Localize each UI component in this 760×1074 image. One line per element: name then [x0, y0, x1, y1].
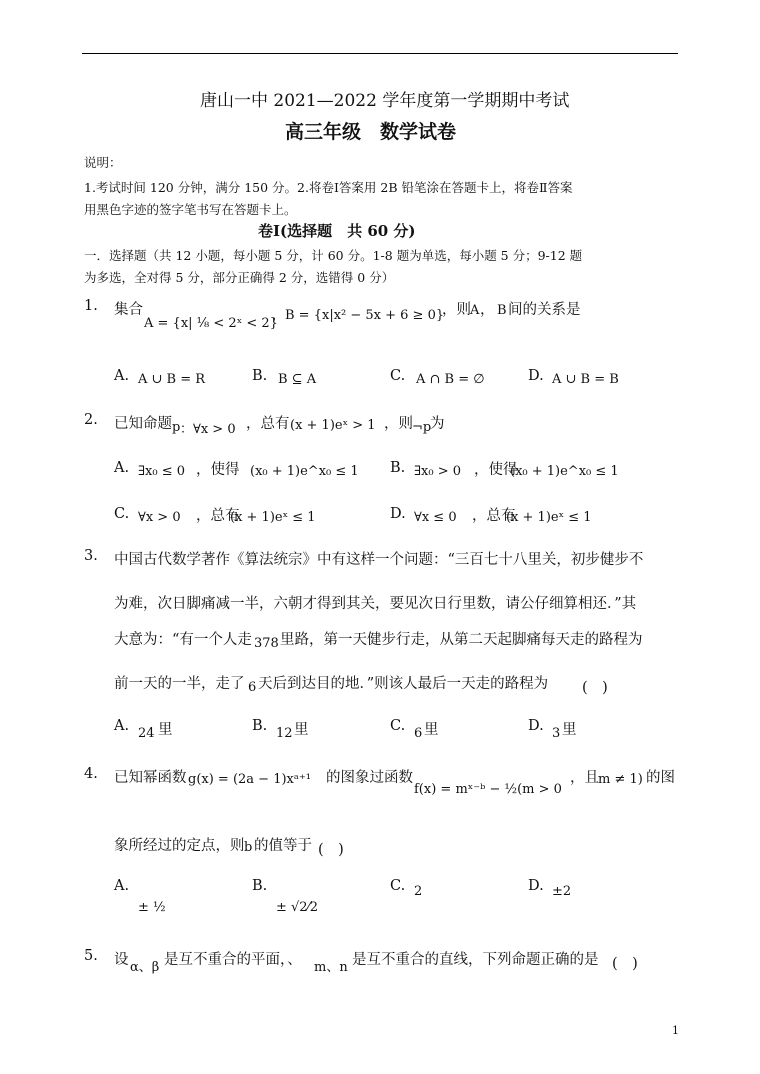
question-text: 集合 [114, 302, 143, 318]
section-instruction-2: 为多选，全对得 5 分，部分正确得 2 分，选错得 0 分） [84, 270, 395, 285]
math-expression: α、β [130, 960, 160, 975]
math-var: B [497, 303, 507, 318]
option-text: 里 [294, 722, 309, 738]
option-expression: (x₀ + 1)e^x₀ ≤ 1 [250, 464, 359, 479]
option-label[interactable]: C. [114, 506, 130, 522]
option-expression: (x + 1)eˣ ≤ 1 [230, 510, 316, 525]
option-label[interactable]: B. [252, 718, 268, 734]
option-expression: 3 [552, 726, 561, 741]
option-label[interactable]: C. [390, 718, 406, 734]
option-expression: A ∩ B = ∅ [416, 372, 485, 387]
question-text: 天后到达目的地．”则该人最后一天走的路程为 [258, 676, 549, 692]
option-label[interactable]: D. [528, 878, 544, 894]
answer-paren: ( ) [582, 680, 608, 696]
question-text: ，则 [384, 416, 413, 432]
option-expression: ∀x > 0 [138, 510, 181, 525]
question-number: 4. [84, 766, 98, 782]
option-label[interactable]: B. [252, 878, 268, 894]
exam-subtitle: 高三年级 数学试卷 [285, 121, 457, 143]
question-text: 象所经过的定点，则 [114, 838, 245, 854]
option-label[interactable]: B. [390, 460, 406, 476]
option-text: 里 [424, 722, 439, 738]
math-expression: f(x) = mˣ⁻ᵇ − ½(m > 0 [414, 782, 562, 797]
question-text: 设 [114, 952, 129, 968]
question-text: 里路，第一天健步行走，从第二天起脚痛每天走的路程为 [280, 632, 643, 648]
question-text: 为 [430, 416, 445, 432]
math-var: A [470, 303, 480, 318]
question-text: 为难，次日脚痛减一半，六朝才得到其关，要见次日行里数，请公仔细算相还．”其 [114, 596, 637, 612]
math-var: ¬p [412, 420, 432, 435]
option-text: 里 [158, 722, 173, 738]
option-expression: 24 [138, 726, 155, 741]
question-number: 1. [84, 298, 98, 314]
question-text: ，则 [442, 302, 471, 318]
question-text: ， [480, 302, 495, 318]
question-number: 3. [84, 548, 98, 564]
page-number: 1 [672, 1024, 679, 1037]
set-b-expression: ，B = {x|x² − 5x + 6 ≥ 0} [272, 308, 445, 323]
question-text: 的图象过函数 [326, 770, 413, 786]
option-label[interactable]: A. [114, 368, 130, 384]
option-text: 里 [562, 722, 577, 738]
question-text: 前一天的一半，走了 [114, 676, 245, 692]
question-text: 中国古代数学著作《算法统宗》中有这样一个问题：“三百七十八里关，初步健步不 [114, 552, 644, 568]
option-label[interactable]: A. [114, 878, 130, 894]
question-text: 大意为：“有一个人走 [114, 632, 252, 648]
option-expression: B ⊆ A [278, 372, 317, 387]
option-expression: 2 [414, 884, 423, 899]
option-expression: ± √2⁄2 [276, 900, 319, 915]
math-expression: m ≠ 1) [598, 772, 643, 787]
math-number: 6 [248, 680, 257, 695]
option-text: ，总有 [472, 508, 516, 524]
section-title: 卷Ⅰ(选择题 共 60 分) [258, 222, 416, 240]
option-expression: ∃x₀ > 0 [414, 464, 462, 479]
option-text: ，总有 [196, 508, 240, 524]
math-expression: (x + 1)eˣ > 1 [290, 418, 376, 433]
math-expression: m、n [314, 960, 348, 975]
math-expression: g(x) = (2a − 1)xᵃ⁺¹ [188, 772, 311, 787]
option-expression: (x₀ + 1)e^x₀ ≤ 1 [510, 464, 619, 479]
option-label[interactable]: D. [528, 368, 544, 384]
question-text: 间的关系是 [508, 302, 581, 318]
notes-line-2: 用黑色字迹的签字笔书写在答题卡上。 [84, 202, 297, 217]
notes-label: 说明： [84, 155, 122, 170]
option-expression: 12 [276, 726, 293, 741]
question-text: 的图 [646, 770, 675, 786]
option-expression: ∀x ≤ 0 [414, 510, 457, 525]
question-text: ，且 [570, 770, 599, 786]
answer-paren: ( ) [612, 956, 638, 972]
option-expression: ∃x₀ ≤ 0 [138, 464, 186, 479]
option-expression: A ∪ B = R [138, 372, 206, 387]
option-label[interactable]: A. [114, 460, 130, 476]
answer-paren: ( ) [318, 842, 344, 858]
header-rule [82, 53, 678, 54]
notes-line-1: 1.考试时间 120 分钟，满分 150 分。2.将卷Ⅰ答案用 2B 铅笔涂在答题卡上，将卷Ⅱ答案 [84, 180, 573, 195]
question-number: 2. [84, 412, 98, 428]
option-label[interactable]: D. [390, 506, 406, 522]
math-expression: ：∀x > 0 [180, 422, 236, 437]
question-text: 是互不重合的直线，下列命题正确的是 [352, 952, 599, 968]
option-expression: A ∪ B = B [552, 372, 619, 387]
math-number: 378 [254, 636, 279, 651]
option-label[interactable]: B. [252, 368, 268, 384]
option-text: ，使得 [196, 462, 240, 478]
option-text: ，使得 [474, 462, 518, 478]
question-text: 的值等于 [254, 838, 312, 854]
option-label[interactable]: A. [114, 718, 130, 734]
option-label[interactable]: D. [528, 718, 544, 734]
math-var: p [172, 420, 181, 435]
option-expression: 6 [414, 726, 423, 741]
question-text: 是互不重合的平面，、 [164, 952, 302, 968]
question-number: 5. [84, 948, 98, 964]
question-text: 已知幂函数 [114, 770, 187, 786]
question-text: ，总有 [246, 416, 290, 432]
question-text: 已知命题 [114, 416, 172, 432]
option-label[interactable]: C. [390, 878, 406, 894]
section-instruction-1: 一．选择题（共 12 小题，每小题 5 分，计 60 分。1-8 题为单选，每小题 5 分；9-12 题 [84, 248, 583, 263]
set-a-expression: A = {x| ⅛ < 2ˣ < 2} [144, 316, 278, 331]
option-expression: ±2 [552, 884, 572, 899]
exam-title: 唐山一中 2021—2022 学年度第一学期期中考试 [200, 91, 570, 111]
option-expression: ± ½ [138, 900, 166, 915]
option-expression: (x + 1)eˣ ≤ 1 [506, 510, 592, 525]
option-label[interactable]: C. [390, 368, 406, 384]
math-var: b [244, 840, 253, 855]
